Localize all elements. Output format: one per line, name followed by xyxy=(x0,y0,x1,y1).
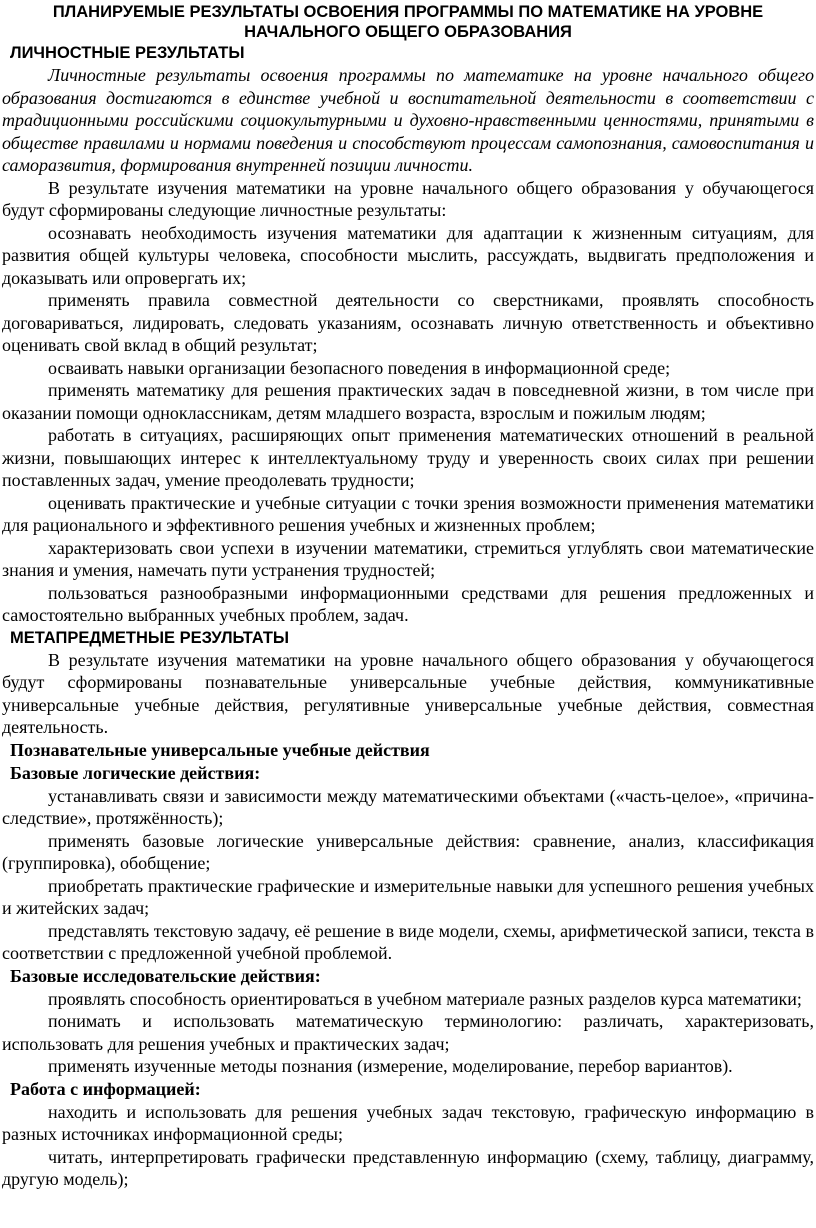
info-item: находить и использовать для решения учебных задач текстовую, графическую информацию в разных источниках информационной среды; xyxy=(2,1101,814,1144)
logical-heading: Базовые логические действия: xyxy=(10,762,261,783)
info-heading: Работа с информацией: xyxy=(10,1078,201,1099)
cognitive-heading: Познавательные универсальные учебные действия xyxy=(10,739,430,760)
research-item: проявлять способность ориентироваться в учебном материале разных разделов курса математики; xyxy=(48,988,802,1009)
personal-item: работать в ситуациях, расширяющих опыт применения математических отношений в реальной жизни, повышающих интерес к интеллектуальному труду и уверенность своих силах при решении поставленных задач, умение преодолевать трудности; xyxy=(2,425,814,490)
personal-item: применять правила совместной деятельности со сверстниками, проявлять способность договариваться, лидировать, следовать указаниям, осознавать личную ответственность и объективно оценивать свой вклад в общий результат; xyxy=(2,290,814,355)
info-item: читать, интерпретировать графически представленную информацию (схему, таблицу, диаграмму, другую модель); xyxy=(2,1146,814,1189)
research-item: применять изученные методы познания (измерение, моделирование, перебор вариантов). xyxy=(48,1056,733,1076)
meta-lead-paragraph: В результате изучения математики на уровне начального общего образования у обучающегося будут сформированы познавательные универсальные учебные действия, коммуникативные универсальные учебные действия, регулятивные универсальные учебные действия, совместная деятельность. xyxy=(2,649,814,737)
logical-item: представлять текстовую задачу, её решение в виде модели, схемы, арифметической записи, текста в соответствии с предложенной учебной проблемой. xyxy=(2,920,814,963)
section-heading-meta: МЕТАПРЕДМЕТНЫЕ РЕЗУЛЬТАТЫ xyxy=(10,628,290,647)
personal-item: осознавать необходимость изучения математики для адаптации к жизненным ситуациям, для развития общей культуры человека, способности мыслить, рассуждать, выдвигать предположения и доказывать или опровергать их; xyxy=(2,222,814,288)
personal-item: пользоваться разнообразными информационными средствами для решения предложенных и самостоятельно выбранных учебных проблем, задач. xyxy=(2,582,814,625)
personal-lead-paragraph: В результате изучения математики на уровне начального общего образования у обучающегося будут сформированы следующие личностные результаты: xyxy=(2,177,814,220)
logical-item: приобретать практические графические и измерительные навыки для успешного решения учебных и житейских задач; xyxy=(2,875,814,918)
research-item: понимать и использовать математическую терминологию: различать, характеризовать, использовать для решения учебных и практических задач; xyxy=(2,1011,814,1054)
personal-intro-paragraph: Личностные результаты освоения программы по математике на уровне начального общего образования достигаются в единстве учебной и воспитательной деятельности в соответствии с традиционными российскими социокультурными и духовно-нравственными ценностями, принятыми в обществе правилами и нормами поведения и способствуют процессам самопознания, самовоспитания и саморазвития, формирования внутренней позиции личности. xyxy=(2,65,814,175)
logical-item: применять базовые логические универсальные действия: сравнение, анализ, классификация (группировка), обобщение; xyxy=(2,830,814,873)
section-heading-personal: ЛИЧНОСТНЫЕ РЕЗУЛЬТАТЫ xyxy=(10,44,245,62)
personal-item: применять математику для решения практических задач в повседневной жизни, в том числе при оказании помощи одноклассникам, детям младшего возраста, взрослым и пожилым людям; xyxy=(2,380,814,423)
research-heading: Базовые исследовательские действия: xyxy=(10,965,321,986)
personal-item: осваивать навыки организации безопасного поведения в информационной среде; xyxy=(48,357,671,378)
document-title: ПЛАНИРУЕМЫЕ РЕЗУЛЬТАТЫ ОСВОЕНИЯ ПРОГРАММЫ ПО МАТЕМАТИКЕ НА УРОВНЕ НАЧАЛЬНОГО ОБЩЕГО ОБРАЗОВАНИЯ xyxy=(52,3,764,41)
logical-item: устанавливать связи и зависимости между математическими объектами («часть-целое», «причина-следствие», протяжённость); xyxy=(2,785,814,828)
personal-item: оценивать практические и учебные ситуации с точки зрения возможности применения математики для рационального и эффективного решения учебных и жизненных проблем; xyxy=(2,492,814,535)
personal-item: характеризовать свои успехи в изучении математики, стремиться углублять свои математические знания и умения, намечать пути устранения трудностей; xyxy=(2,537,814,580)
